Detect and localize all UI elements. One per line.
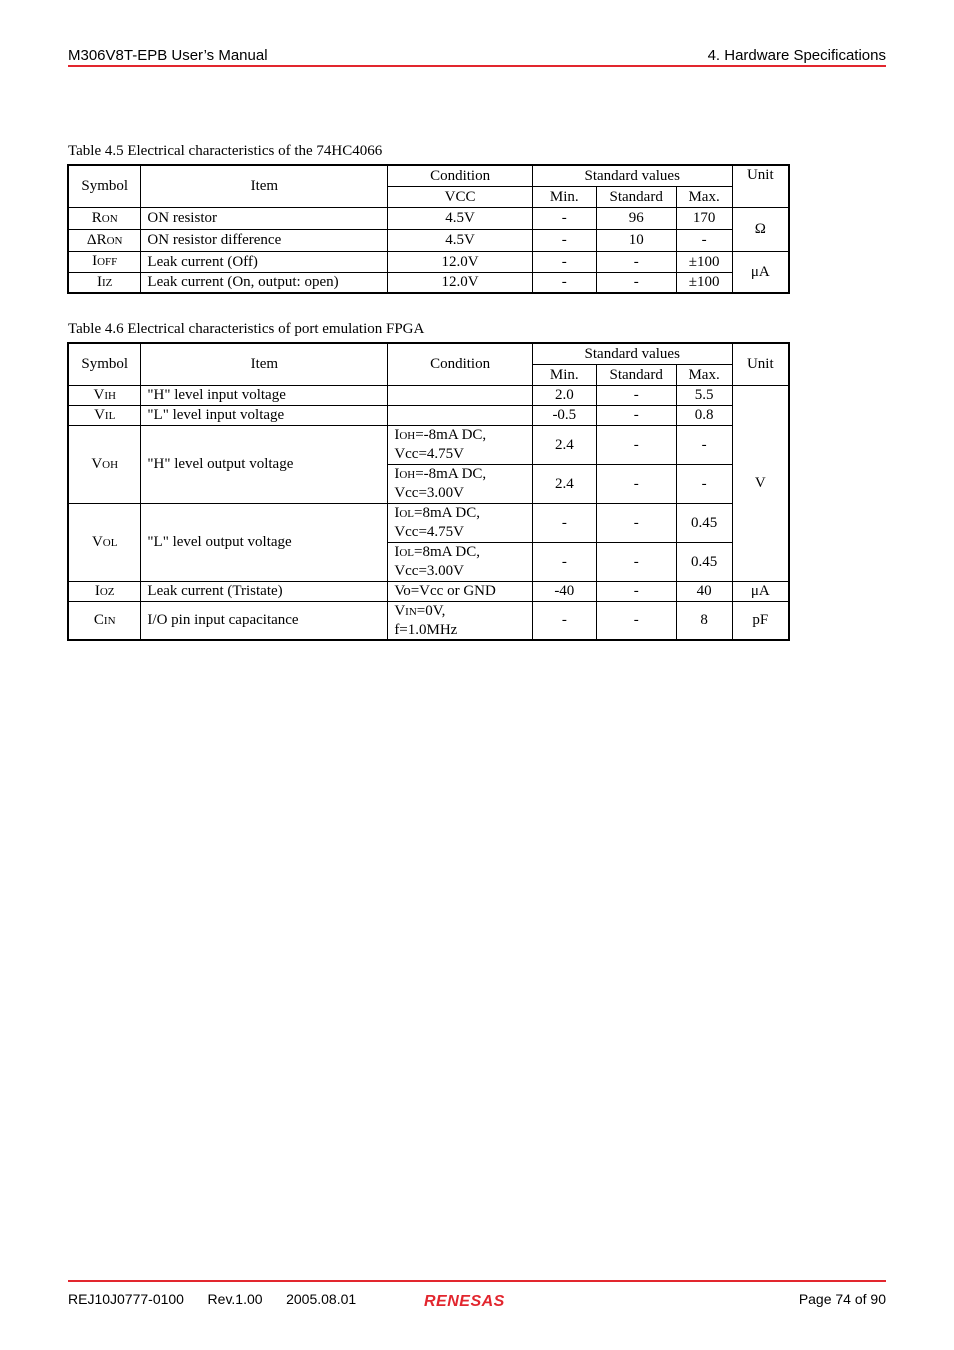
- standard-cell: -: [596, 385, 676, 405]
- symbol-cell: IOFF: [68, 251, 141, 272]
- max-cell: 8: [676, 601, 732, 640]
- footer-doc-info: [68, 1291, 356, 1307]
- min-cell: 2.4: [532, 464, 596, 503]
- condition-cell: IOH=-8mA DC, Vcc=3.00V: [388, 464, 533, 503]
- min-cell: -: [532, 542, 596, 581]
- item-cell: Leak current (Off): [141, 251, 388, 272]
- header-manual-title: M306V8T-EPB User’s Manual: [68, 47, 268, 64]
- th-standard: Standard: [596, 364, 676, 385]
- standard-cell: -: [596, 405, 676, 425]
- standard-cell: -: [596, 464, 676, 503]
- max-cell: ±100: [676, 272, 732, 293]
- table-row: [68, 229, 789, 251]
- max-cell: 0.8: [676, 405, 732, 425]
- header-section-title: 4. Hardware Specifications: [707, 47, 886, 64]
- table-row: [68, 385, 789, 405]
- min-cell: 2.0: [532, 385, 596, 405]
- min-cell: -: [532, 272, 596, 293]
- th-standard: Standard: [596, 186, 676, 207]
- min-cell: 2.4: [532, 425, 596, 464]
- symbol-cell: VIH: [68, 385, 141, 405]
- standard-cell: 10: [596, 229, 676, 251]
- max-cell: 5.5: [676, 385, 732, 405]
- th-standard-values: Standard values: [532, 165, 732, 186]
- standard-cell: -: [596, 601, 676, 640]
- min-cell: -: [532, 503, 596, 542]
- unit-cell-v: V: [732, 385, 789, 581]
- table1-caption: Table 4.5 Electrical characteristics of the 74HC4066: [68, 143, 383, 159]
- standard-cell: -: [596, 425, 676, 464]
- symbol-cell: RON: [68, 207, 141, 229]
- item-cell: "L" level output voltage: [141, 503, 388, 581]
- table-row: [68, 207, 789, 229]
- max-cell: -: [676, 229, 732, 251]
- condition-cell: 12.0V: [388, 272, 533, 293]
- unit-cell: μA: [732, 581, 789, 601]
- item-cell: "H" level input voltage: [141, 385, 388, 405]
- th-item: Item: [141, 165, 388, 207]
- max-cell: ±100: [676, 251, 732, 272]
- unit-cell: pF: [732, 601, 789, 640]
- max-cell: -: [676, 425, 732, 464]
- max-cell: 0.45: [676, 503, 732, 542]
- footer-revision: Rev.1.00: [207, 1291, 263, 1307]
- table-row: [68, 425, 789, 464]
- condition-cell: IOL=8mA DC, Vcc=4.75V: [388, 503, 533, 542]
- condition-cell: IOL=8mA DC, Vcc=3.00V: [388, 542, 533, 581]
- condition-cell: Vo=Vcc or GND: [388, 581, 533, 601]
- standard-cell: -: [596, 542, 676, 581]
- renesas-logo-text: RENESAS: [424, 1293, 505, 1310]
- footer-date: 2005.08.01: [286, 1291, 357, 1307]
- max-cell: 0.45: [676, 542, 732, 581]
- symbol-cell: IIZ: [68, 272, 141, 293]
- item-cell: ON resistor difference: [141, 229, 388, 251]
- min-cell: -: [532, 251, 596, 272]
- th-condition: Condition: [388, 165, 533, 186]
- th-max: Max.: [676, 364, 732, 385]
- th-min: Min.: [532, 186, 596, 207]
- standard-cell: -: [596, 272, 676, 293]
- min-cell: -: [532, 207, 596, 229]
- standard-cell: -: [596, 581, 676, 601]
- th-unit: Unit: [732, 165, 789, 207]
- symbol-cell: VOH: [68, 425, 141, 503]
- min-cell: -0.5: [532, 405, 596, 425]
- table-74hc4066: [67, 164, 790, 294]
- table-row: [68, 581, 789, 601]
- standard-cell: 96: [596, 207, 676, 229]
- condition-cell: 12.0V: [388, 251, 533, 272]
- condition-cell: VIN=0V, f=1.0MHz: [388, 601, 533, 640]
- standard-cell: -: [596, 503, 676, 542]
- th-standard-values: Standard values: [532, 343, 732, 364]
- item-cell: "H" level output voltage: [141, 425, 388, 503]
- symbol-cell: VOL: [68, 503, 141, 581]
- standard-cell: -: [596, 251, 676, 272]
- symbol-cell: IOZ: [68, 581, 141, 601]
- symbol-cell: CIN: [68, 601, 141, 640]
- unit-cell-ua: μA: [732, 251, 789, 293]
- max-cell: -: [676, 464, 732, 503]
- table1-header-row: [68, 165, 789, 186]
- condition-cell: 4.5V: [388, 229, 533, 251]
- condition-cell: [388, 385, 533, 405]
- item-cell: Leak current (Tristate): [141, 581, 388, 601]
- max-cell: 40: [676, 581, 732, 601]
- th-item: Item: [141, 343, 388, 385]
- table-port-emulation-fpga: [67, 342, 790, 641]
- footer-doc-number: REJ10J0777-0100: [68, 1291, 184, 1307]
- table-row: [68, 405, 789, 425]
- min-cell: -: [532, 229, 596, 251]
- min-cell: -: [532, 601, 596, 640]
- table-row: [68, 601, 789, 640]
- th-vcc: VCC: [388, 186, 533, 207]
- table2-header-row: [68, 343, 789, 364]
- table2-caption: Table 4.6 Electrical characteristics of port emulation FPGA: [68, 321, 425, 337]
- th-symbol: Symbol: [68, 343, 141, 385]
- table-row: [68, 503, 789, 542]
- table-row: [68, 272, 789, 293]
- th-min: Min.: [532, 364, 596, 385]
- symbol-cell: VIL: [68, 405, 141, 425]
- footer-divider: [68, 1280, 886, 1282]
- min-cell: -40: [532, 581, 596, 601]
- max-cell: 170: [676, 207, 732, 229]
- unit-cell-ohm: Ω: [732, 207, 789, 251]
- table-row: [68, 251, 789, 272]
- th-max: Max.: [676, 186, 732, 207]
- footer-page-number: Page 74 of 90: [798, 1291, 886, 1307]
- item-cell: I/O pin input capacitance: [141, 601, 388, 640]
- th-unit: Unit: [732, 343, 789, 385]
- item-cell: ON resistor: [141, 207, 388, 229]
- condition-cell: 4.5V: [388, 207, 533, 229]
- condition-cell: [388, 405, 533, 425]
- symbol-cell: ΔRON: [68, 229, 141, 251]
- item-cell: Leak current (On, output: open): [141, 272, 388, 293]
- item-cell: "L" level input voltage: [141, 405, 388, 425]
- header-divider: [68, 65, 886, 67]
- th-condition: Condition: [388, 343, 533, 385]
- condition-cell: IOH=-8mA DC, Vcc=4.75V: [388, 425, 533, 464]
- th-symbol: Symbol: [68, 165, 141, 207]
- renesas-logo-icon: [422, 1289, 534, 1311]
